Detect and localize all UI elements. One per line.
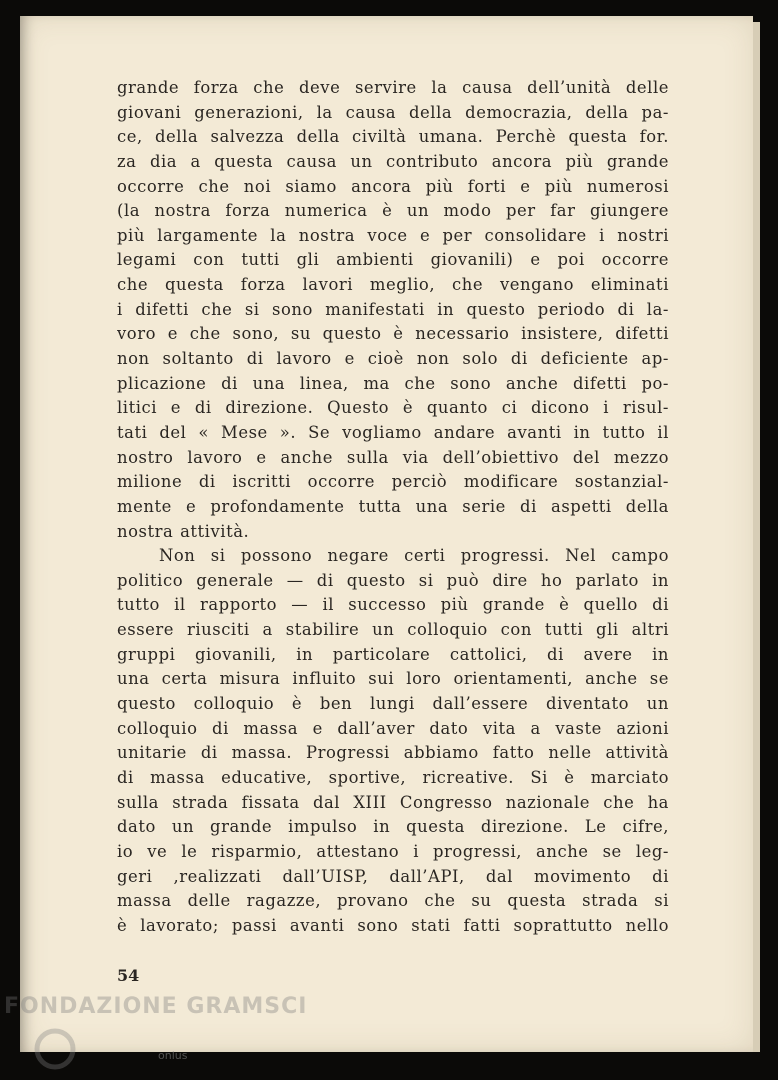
text-line: non soltanto di lavoro e cioè non solo di deficiente ap- (117, 349, 669, 369)
page-edge (753, 22, 760, 1052)
paragraph-2 (117, 544, 669, 938)
text-line: milione di iscritti occorre perciò modificare sostanzial- (117, 472, 669, 492)
text-line: politico generale — di questo si può dire ho parlato in (117, 570, 669, 590)
watermark-text: FONDAZIONE GRAMSCI (4, 994, 308, 1019)
text-line: colloquio di massa e dall’aver dato vita a vaste azioni (117, 718, 669, 738)
text-line: essere riusciti a stabilire un colloquio con tutti gli altri (117, 620, 669, 640)
watermark-logo-icon (30, 1024, 80, 1074)
text-line: grande forza che deve servire la causa dell’unità delle (117, 78, 669, 97)
text-line: mente e profondamente tutta una serie di aspetti della (117, 496, 669, 516)
text-line: di massa educative, sportive, ricreative. Si è marciato (117, 767, 669, 787)
text-line: nostra attività. (117, 521, 250, 541)
page-number: 54 (117, 966, 140, 985)
text-line: ce, della salvezza della civiltà umana. Perchè questa for. (117, 127, 669, 147)
text-line: Non si possono negare certi progressi. Nel campo (159, 546, 669, 566)
watermark-subtext: onlus (158, 1049, 188, 1062)
text-line: legami con tutti gli ambienti giovanili) e poi occorre (117, 250, 669, 270)
text-line: gruppi giovanili, in particolare cattolici, di avere in (117, 644, 669, 664)
text-line: questo colloquio è ben lungi dall’essere diventato un (117, 694, 669, 714)
body-text (117, 76, 669, 938)
text-line: giovani generazioni, la causa della democrazia, della pa- (117, 102, 669, 122)
text-line: più largamente la nostra voce e per consolidare i nostri (117, 225, 669, 245)
text-line: occorre che noi siamo ancora più forti e più numerosi (117, 176, 669, 196)
paragraph-1 (117, 76, 669, 544)
text-line: nostro lavoro e anche sulla via dell’obiettivo del mezzo (117, 447, 669, 467)
text-line: unitarie di massa. Progressi abbiamo fatto nelle attività (117, 743, 669, 763)
text-line: za dia a questa causa un contributo ancora più grande (117, 151, 669, 171)
text-line: plicazione di una linea, ma che sono anche difetti po- (117, 373, 669, 393)
text-line: sulla strada fissata dal XIII Congresso nazionale che ha (117, 792, 669, 812)
text-line: una certa misura influito sui loro orientamenti, anche se (117, 669, 669, 689)
text-line: io ve le risparmio, attestano i progressi, anche se leg- (117, 841, 669, 861)
text-line: è lavorato; passi avanti sono stati fatti soprattutto nello (117, 915, 669, 935)
text-line: tutto il rapporto — il successo più grande è quello di (117, 595, 669, 615)
text-line: massa delle ragazze, provano che su questa strada si (117, 891, 669, 911)
text-line: (la nostra forza numerica è un modo per far giungere (117, 201, 669, 221)
text-line: i difetti che si sono manifestati in questo periodo di la- (117, 299, 669, 319)
text-line: voro e che sono, su questo è necessario insistere, difetti (117, 324, 669, 344)
text-line: tati del « Mese ». Se vogliamo andare avanti in tutto il (117, 422, 669, 442)
text-line: dato un grande impulso in questa direzione. Le cifre, (117, 817, 669, 837)
text-line: litici e di direzione. Questo è quanto ci dicono i risul- (117, 398, 669, 418)
text-line: geri ,realizzati dall’UISP, dall’API, dal movimento di (117, 866, 669, 886)
text-line: che questa forza lavori meglio, che vengano eliminati (117, 275, 669, 295)
